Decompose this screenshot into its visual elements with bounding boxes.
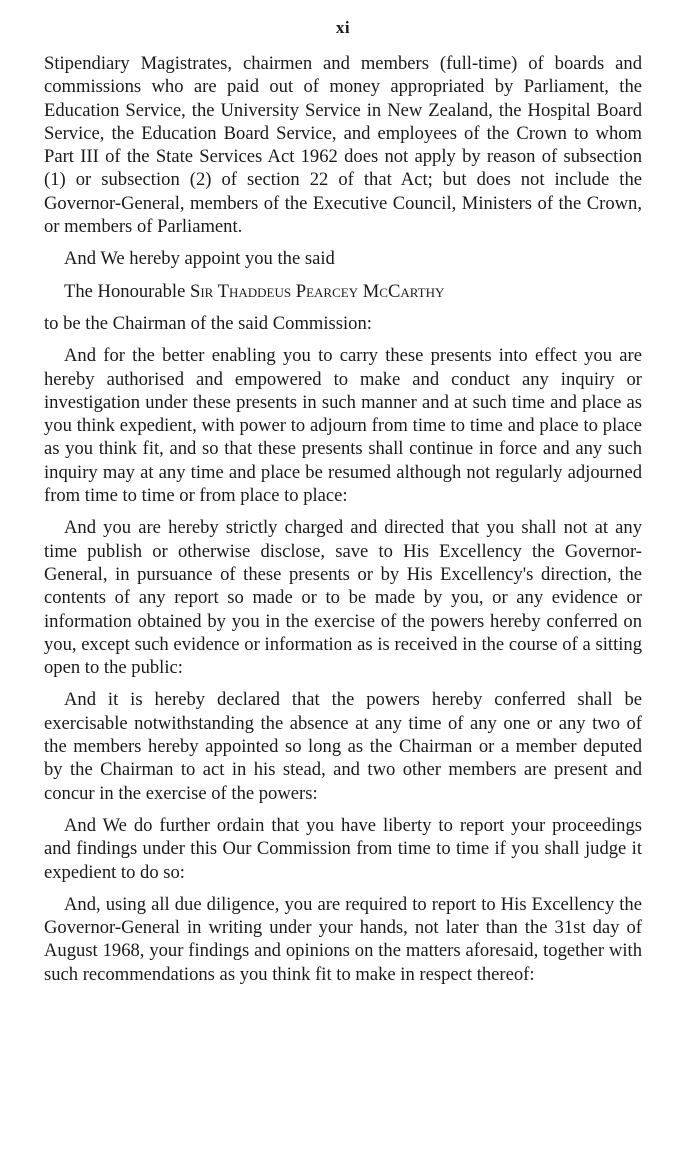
chairman-name: Sir Thaddeus Pearcey McCarthy [189,280,445,302]
page-number: xi [335,18,351,37]
paragraph-report-deadline: And, using all due diligence, you are required to report to His Excellency the Governor-General in writing under your hands, not later than the 31st day of August 1968, your findings and opinions on the matters aforesaid, together with such recommendations as you think fit to make in respect thereof: [44,893,642,985]
paragraph-disclosure: And you are hereby strictly charged and directed that you shall not at any time publish or otherwise disclose, save to His Excellency the Governor-General, in pursuance of these presents or by His Excellency's direction, the contents of any report so made or to be made by you, or any evidence or information obtained by you in the exercise of the powers hereby conferred on you, except such evidence or information as is received in the course of a sitting open to the public: [44,517,642,679]
paragraph-quorum: And it is hereby declared that the powers hereby conferred shall be exercisable notwithstanding the absence at any time of any one or any two of the members hereby appointed so long as the Chairman or a member deputed by the Chairman to act in his stead, and two other members are present and concur in the exercise of the powers: [44,689,642,804]
paragraph-chairman-role: to be the Chairman of the said Commission: [44,312,372,334]
chairman-name-line [44,280,642,303]
document-page [44,0,642,986]
paragraph-state-services-definition: Stipendiary Magistrates, chairmen and members (full-time) of boards and commissions who are paid out of money appropriated by Parliament, the Education Service, the University Service in New Zealand, the Hospital Board Service, the Education Board Service, and employees of the Crown to whom Part III of the State Services Act 1962 does not apply by reason of subsection (1) or subsection (2) of section 22 of that Act; but does not include the Governor-General, members of the Executive Council, Ministers of the Crown, or members of Parliament. [44,53,642,238]
chairman-title: The Honourable [64,280,190,302]
paragraph-appointment: And We hereby appoint you the said [64,248,335,270]
paragraph-interim-reports: And We do further ordain that you have liberty to report your proceedings and findings under this Our Commission from time to time if you shall judge it expedient to do so: [44,814,642,883]
paragraph-powers-of-inquiry: And for the better enabling you to carry these presents into effect you are hereby authorised and empowered to make and conduct any inquiry or investigation under these presents in such manner and at such time and place as you think expedient, with power to adjourn from time to time and place to place as you think fit, and so that these presents shall continue in force and any such inquiry may at any time and place be resumed although not regularly adjourned from time to time or from place to place: [44,345,642,507]
